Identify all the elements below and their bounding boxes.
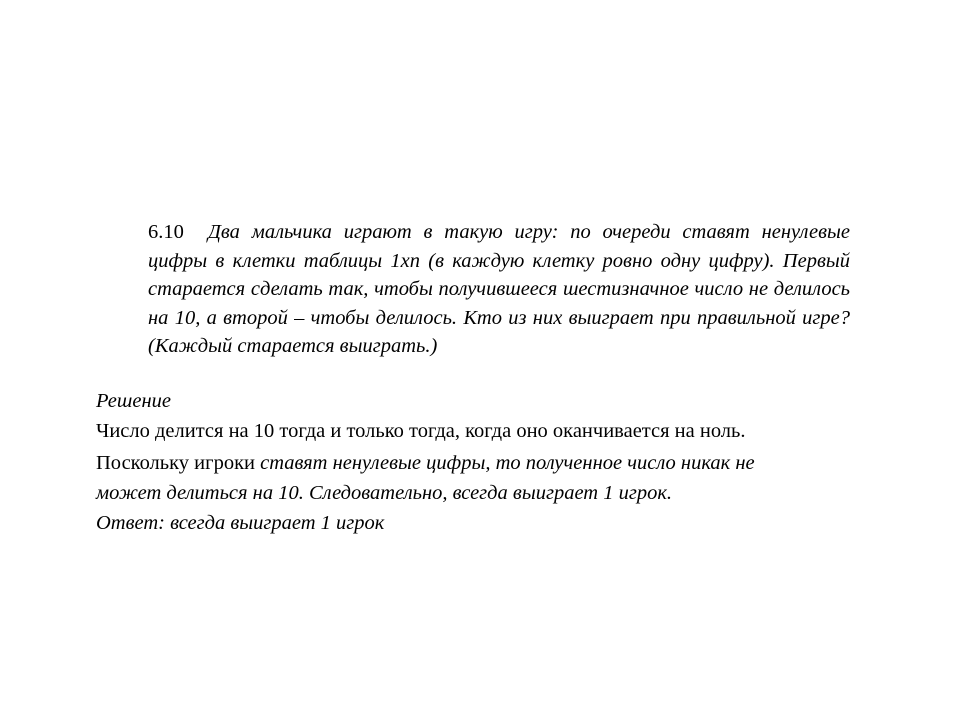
problem-statement — [148, 218, 850, 361]
problem-number: 6.10 — [148, 221, 184, 243]
solution-line-3: может делиться на 10. Следовательно, всегда выиграет 1 игрок. — [96, 482, 673, 504]
solution-answer: Ответ: всегда выиграет 1 игрок — [96, 512, 385, 534]
solution-heading: Решение — [96, 390, 171, 412]
solution-line-1: Число делится на 10 тогда и только тогда, когда оно оканчивается на ноль. — [96, 420, 746, 442]
solution-line-2-plain: Поскольку игроки — [96, 452, 261, 474]
problem-text: Два мальчика играют в такую игру: по очереди ставят ненулевые цифры в клетки таблицы 1хn (в каждую клетку ровно одну цифру). Первый старается сделать так, чтобы получившееся шестизначное число не делилось на 10, а второй – чтобы делилось. Кто из них выиграет при правильной игре? (Каждый старается выиграть.) — [148, 221, 850, 358]
solution-line-2 — [96, 448, 856, 478]
solution-block — [96, 386, 856, 538]
solution-line-2-italic: ставят ненулевые цифры, то полученное число никак не — [260, 452, 755, 474]
